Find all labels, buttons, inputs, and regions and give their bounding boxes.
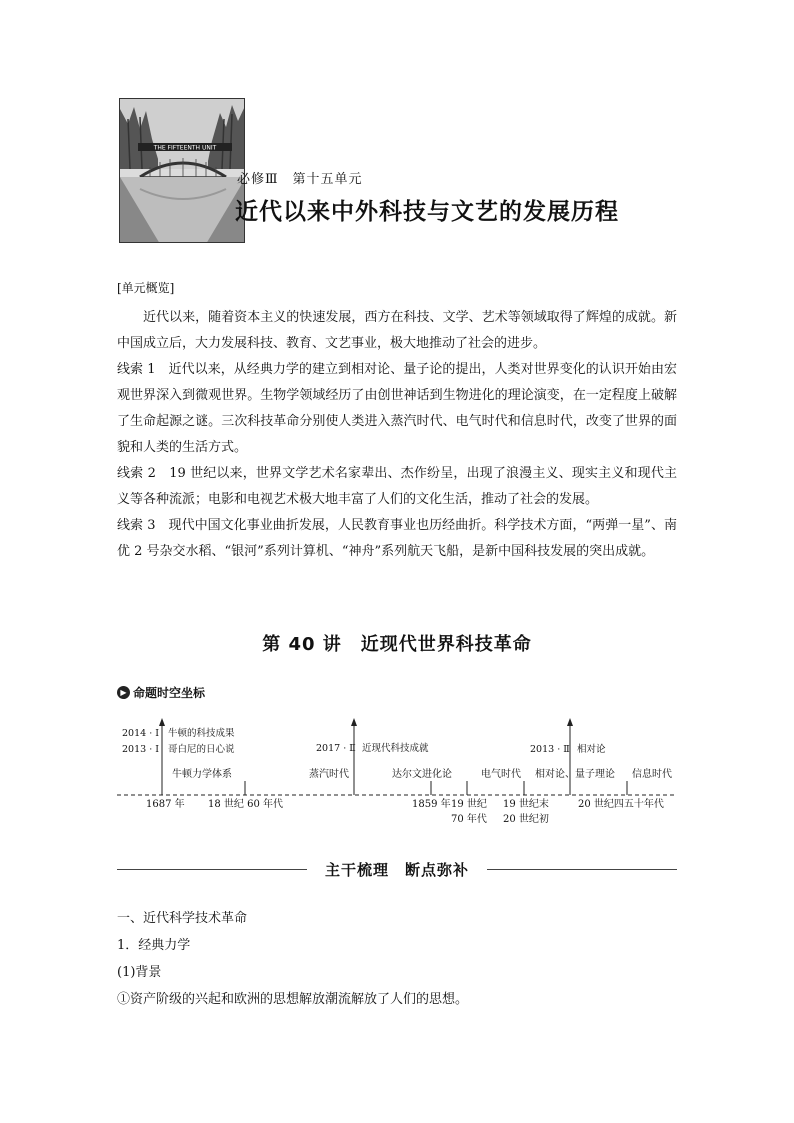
date-label: 19 世纪末: [503, 799, 549, 810]
exam-tag: 2013 · Ⅱ: [530, 744, 570, 755]
event-steam: 蒸汽时代: [309, 769, 349, 780]
exam-tag: 2014 · Ⅰ: [122, 728, 159, 739]
photo-caption: THE FIFTEENTH UNIT: [153, 144, 217, 152]
event-newton: 牛顿力学体系: [172, 769, 232, 780]
clue-3: 线索 3 现代中国文化事业曲折发展，人民教育事业也历经曲折。科学技术方面，“两弹一星”、南优 2 号杂交水稻、“银河”系列计算机、“神舟”系列航天飞船，是新中国科技发展的突出成就。: [117, 518, 677, 559]
date-label: 1859 年: [412, 799, 451, 810]
note-relativity: 相对论: [577, 744, 606, 755]
note-copernicus: 哥白尼的日心说: [168, 744, 235, 755]
paragraph: ①资产阶级的兴起和欧洲的思想解放潮流解放了人们的思想。: [117, 992, 469, 1007]
arrow-head-relativity: [567, 718, 573, 726]
date-label: 20 世纪初: [503, 814, 549, 825]
exam-tag: 2017 · Ⅱ: [316, 743, 356, 754]
date-label: 1687 年: [146, 799, 185, 810]
event-darwin: 达尔文进化论: [392, 769, 452, 780]
arrow-head-steam: [351, 718, 357, 726]
divider-rule-left: [117, 869, 307, 870]
note-newton: 牛顿的科技成果: [168, 728, 235, 739]
clue-2: 线索 2 19 世纪以来，世界文学艺术名家辈出、杰作纷呈，出现了浪漫主义、现实主义和现代主义等各种流派；电影和电视艺术极大地丰富了人们的文化生活，推动了社会的发展。: [117, 466, 677, 507]
date-label: 19 世纪: [451, 799, 487, 810]
clue-1: 线索 1 近代以来，从经典力学的建立到相对论、量子论的提出，人类对世界变化的认识开始由宏观世界深入到微观世界。生物学领域经历了由创世神话到生物进化的理论演变，在一定程度上破解了生命起源之谜。三次科技革命分别使人类进入蒸汽时代、电气时代和信息时代，改变了世界的面貌和人类的生活方式。: [117, 362, 677, 455]
event-electric: 电气时代: [481, 769, 521, 780]
unit-cover-photo: [119, 98, 245, 243]
section-title: 主干梳理 断点弥补: [325, 860, 470, 879]
timeline-heading: [117, 684, 205, 701]
heading-2: 1．经典力学: [117, 938, 191, 953]
event-info: 信息时代: [632, 769, 672, 780]
section-divider: [117, 859, 677, 879]
exam-tag: 2013 · Ⅰ: [122, 744, 159, 755]
lecture-title: 第 40 讲 近现代世界科技革命: [262, 634, 532, 655]
arrow-head-newton: [159, 718, 165, 726]
unit-subtitle: 必修Ⅲ 第十五单元: [237, 172, 363, 187]
date-label: 70 年代: [451, 814, 487, 825]
unit-title: 近代以来中外科技与文艺的发展历程: [235, 199, 619, 225]
date-label: 18 世纪 60 年代: [208, 799, 283, 810]
timeline-heading-text: 命题时空坐标: [133, 686, 206, 700]
overview-label: [单元概览]: [117, 281, 175, 295]
event-quantum: 相对论、量子理论: [535, 769, 615, 780]
divider-rule-right: [487, 869, 677, 870]
note-modern: 近现代科技成就: [362, 743, 429, 754]
overview-intro: 近代以来，随着资本主义的快速发展，西方在科技、文学、艺术等领域取得了辉煌的成就。新中国成立后，大力发展科技、教育、文艺事业，极大地推动了社会的进步。: [117, 310, 677, 351]
play-icon: ▶: [117, 686, 130, 699]
heading-1: 一、近代科学技术革命: [117, 911, 248, 926]
heading-3: (1)背景: [117, 965, 162, 980]
date-label: 20 世纪四五十年代: [578, 799, 664, 810]
